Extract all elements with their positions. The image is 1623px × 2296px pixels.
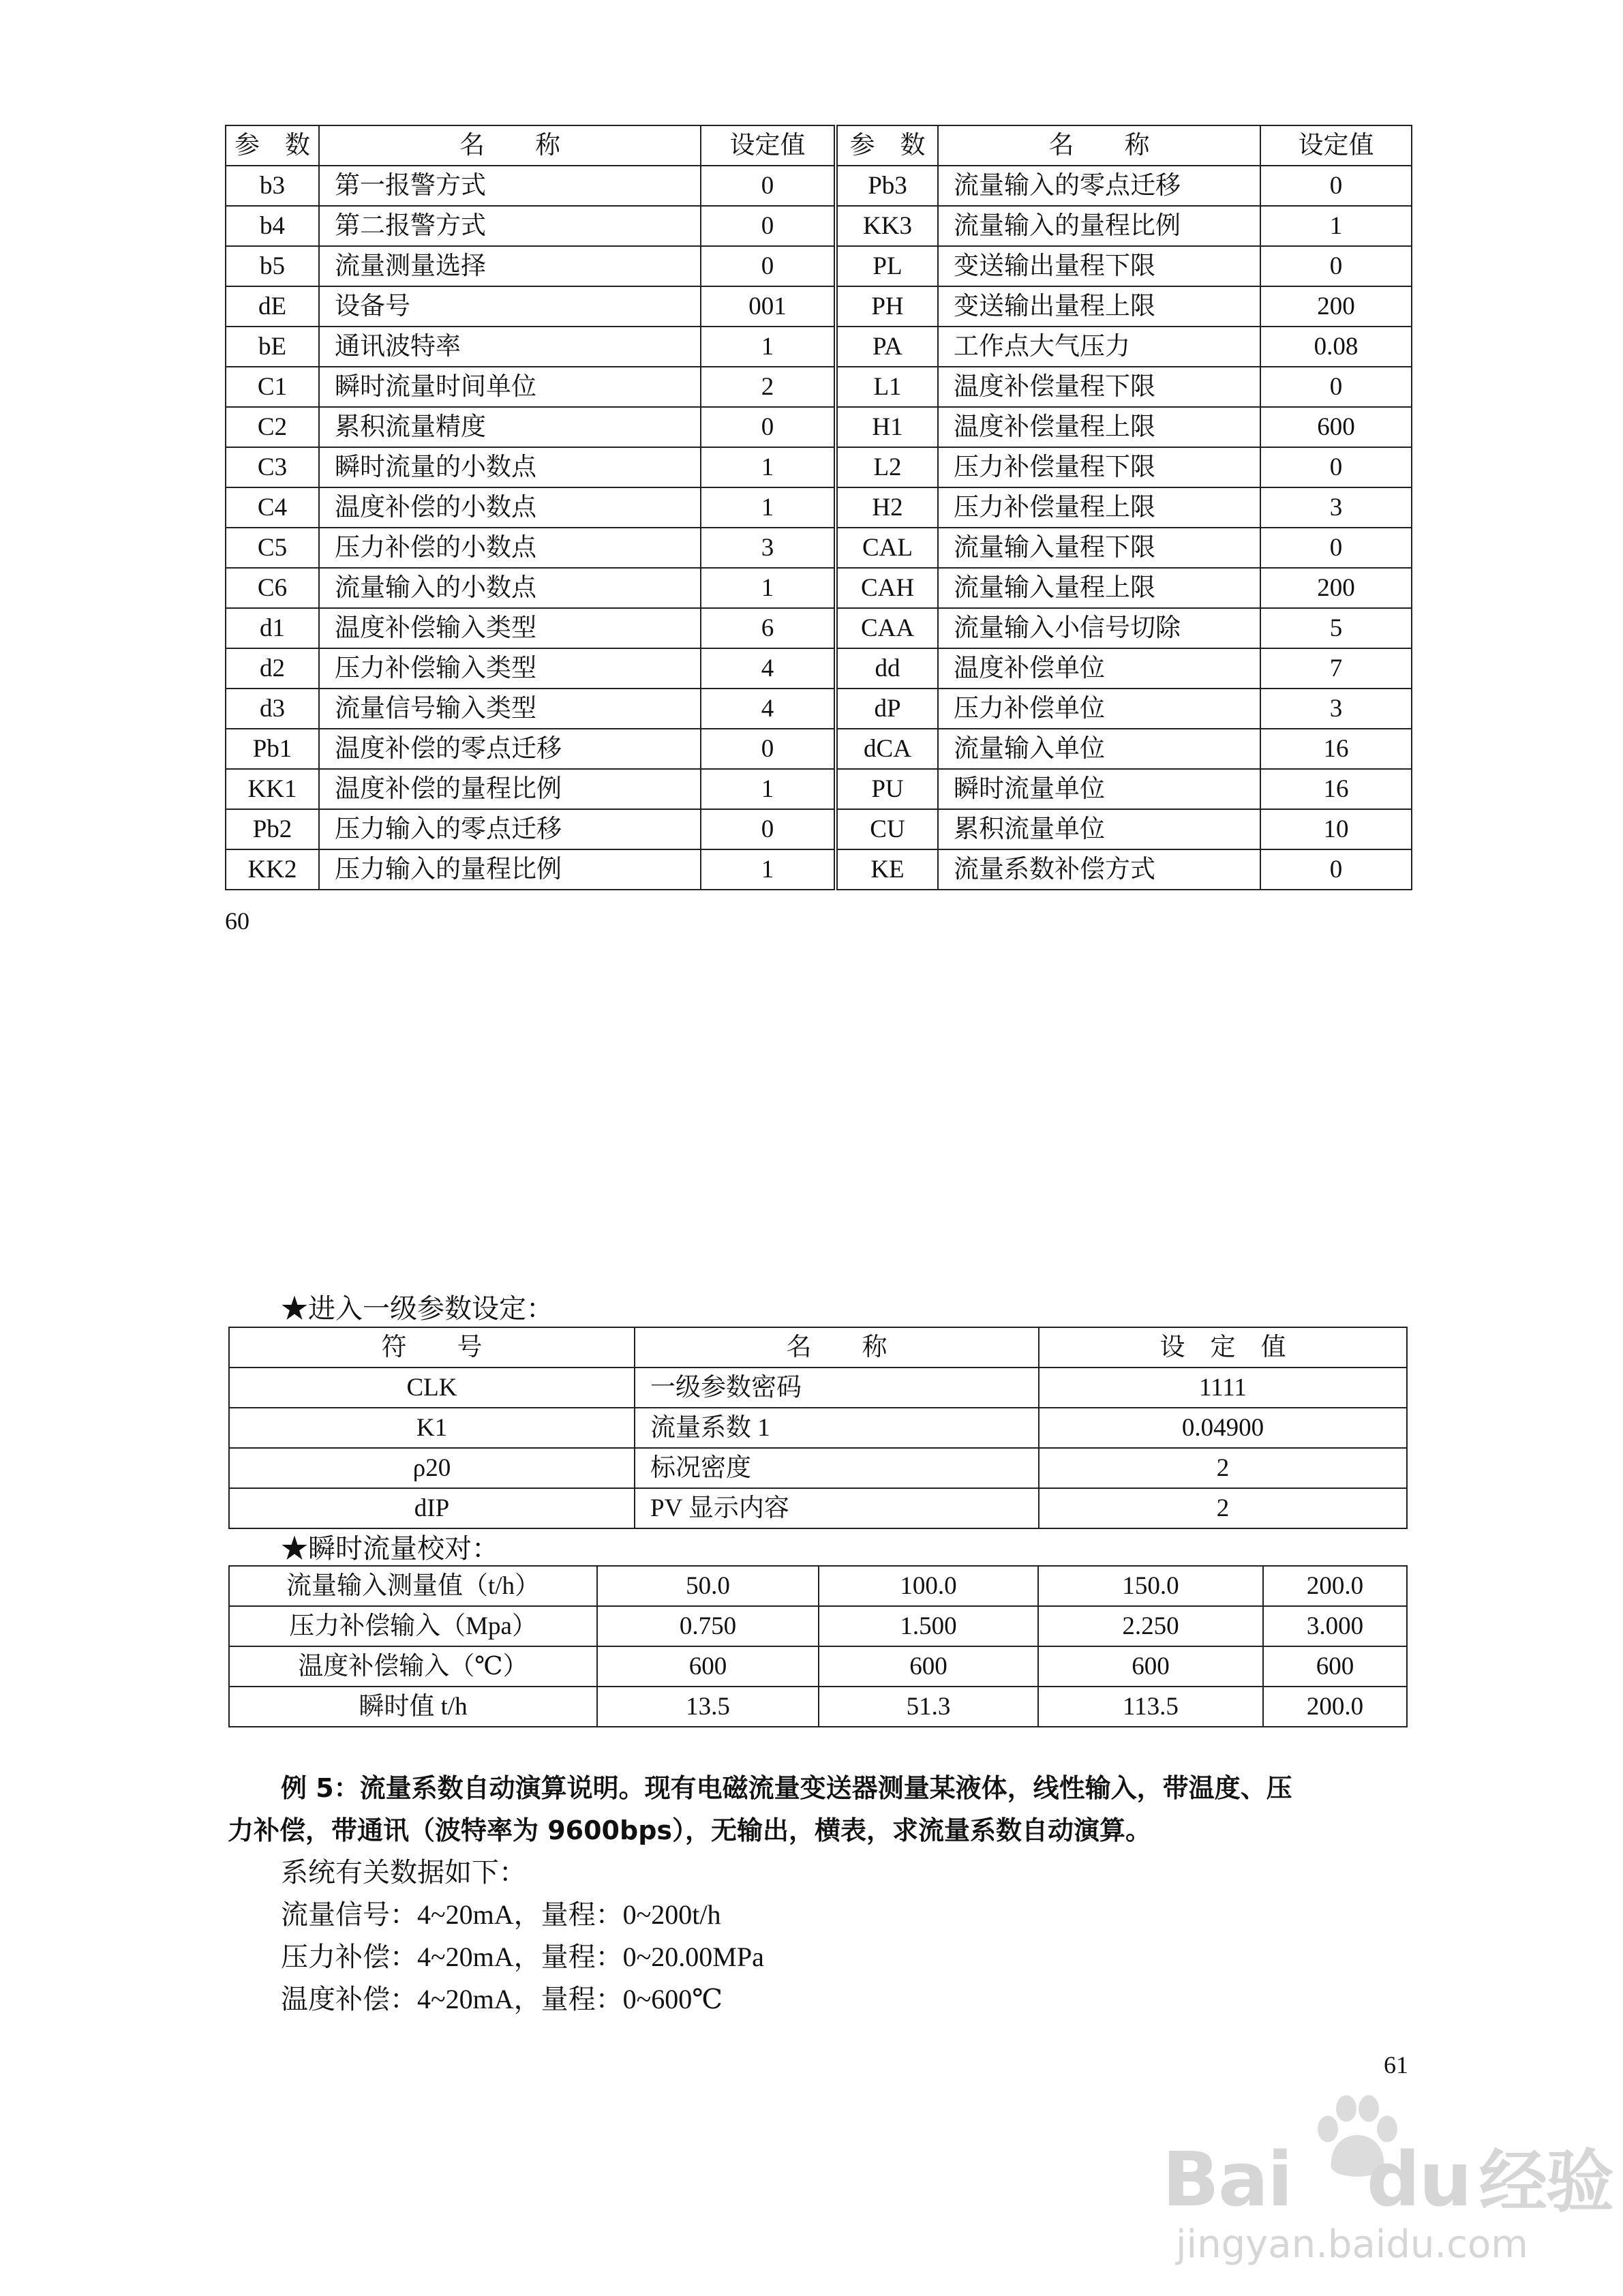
table-cell: bE (226, 327, 319, 367)
table-cell: 温度补偿的量程比例 (319, 769, 701, 809)
example-item: 流量信号：4~20mA，量程：0~200t/h (281, 1899, 721, 1930)
table-cell: CLK (229, 1368, 635, 1408)
table-row (226, 648, 1412, 689)
table-cell: 600 (819, 1646, 1038, 1687)
table-cell: 200.0 (1263, 1566, 1407, 1606)
table-cell: dIP (229, 1488, 635, 1528)
table-row (226, 528, 1412, 568)
table-row (229, 1408, 1407, 1448)
table-cell: 113.5 (1038, 1687, 1263, 1727)
table-cell: 600 (1260, 407, 1412, 447)
table-cell: Pb3 (836, 166, 938, 206)
table-cell: 1 (701, 769, 836, 809)
table-cell: 瞬时流量的小数点 (319, 447, 701, 487)
table-cell: 流量输入小信号切除 (938, 608, 1260, 648)
level1-table (228, 1327, 1408, 1529)
table-cell: C2 (226, 407, 319, 447)
table-cell: 2 (1039, 1448, 1407, 1488)
table-cell: Pb1 (226, 729, 319, 769)
calibration-section-title: ★瞬时流量校对： (281, 1533, 499, 1564)
table-cell: PV 显示内容 (635, 1488, 1039, 1528)
table-row (226, 608, 1412, 648)
table-cell: 1 (701, 568, 836, 608)
table-cell: K1 (229, 1408, 635, 1448)
table-cell: 流量输入的小数点 (319, 568, 701, 608)
table-cell: CAL (836, 528, 938, 568)
table-cell: 001 (701, 286, 836, 327)
table-cell: 流量输入测量值（t/h） (229, 1566, 597, 1606)
table-cell: b4 (226, 206, 319, 246)
table-cell: 瞬时流量时间单位 (319, 367, 701, 407)
page-number-right: 61 (1384, 2051, 1408, 2079)
table-cell: KK3 (836, 206, 938, 246)
table-row (229, 1687, 1407, 1727)
table-cell: 流量输入的零点迁移 (938, 166, 1260, 206)
watermark-url: jingyan.baidu.com (1176, 2222, 1528, 2267)
table-cell: PL (836, 246, 938, 286)
table-cell: 0 (1260, 367, 1412, 407)
table-cell: 0.750 (597, 1606, 819, 1646)
table-cell: PA (836, 327, 938, 367)
table-cell: 0 (1260, 528, 1412, 568)
table-cell: 150.0 (1038, 1566, 1263, 1606)
table-cell: 压力输入的零点迁移 (319, 809, 701, 849)
table-cell: dE (226, 286, 319, 327)
table-cell: 2.250 (1038, 1606, 1263, 1646)
table-row (226, 246, 1412, 286)
table-cell: 标况密度 (635, 1448, 1039, 1488)
table-row (226, 729, 1412, 769)
table-cell: H2 (836, 487, 938, 528)
calibration-table (228, 1565, 1408, 1727)
watermark-brand-suffix: du (1366, 2136, 1471, 2223)
table-cell: 200 (1260, 286, 1412, 327)
baidu-watermark (1162, 2086, 1613, 2277)
table-cell: C6 (226, 568, 319, 608)
table-row (229, 1606, 1407, 1646)
table-cell: 压力补偿量程下限 (938, 447, 1260, 487)
example-line-1 (281, 1767, 1412, 1809)
table-cell: 流量输入量程上限 (938, 568, 1260, 608)
table-cell: 2 (701, 367, 836, 407)
table-cell: KE (836, 849, 938, 890)
table-cell: 压力补偿的小数点 (319, 528, 701, 568)
table-cell: L1 (836, 367, 938, 407)
baud-rate: 9600bps (547, 1815, 673, 1845)
table-cell: 7 (1260, 648, 1412, 689)
table-cell: 16 (1260, 729, 1412, 769)
table-cell: d2 (226, 648, 319, 689)
table-cell: 6 (701, 608, 836, 648)
table-cell: dP (836, 689, 938, 729)
table-cell: 瞬时值 t/h (229, 1687, 597, 1727)
table-cell: C4 (226, 487, 319, 528)
table-row (226, 327, 1412, 367)
table-cell: 累积流量精度 (319, 407, 701, 447)
table-row (226, 849, 1412, 890)
example-item: 温度补偿：4~20mA，量程：0~600℃ (281, 1984, 723, 2014)
table-cell: 0 (1260, 447, 1412, 487)
table-cell: 16 (1260, 769, 1412, 809)
table-cell: 10 (1260, 809, 1412, 849)
table-cell: C1 (226, 367, 319, 407)
table-cell: Pb2 (226, 809, 319, 849)
table-cell: 第二报警方式 (319, 206, 701, 246)
table-row (226, 689, 1412, 729)
watermark-brand-cn: 经验 (1478, 2142, 1613, 2222)
table-cell: 压力补偿单位 (938, 689, 1260, 729)
table-row (229, 1368, 1407, 1408)
table-cell: 100.0 (819, 1566, 1038, 1606)
table-cell: 0 (701, 729, 836, 769)
table-cell: 压力补偿量程上限 (938, 487, 1260, 528)
table-cell: 50.0 (597, 1566, 819, 1606)
table-cell: 温度补偿的小数点 (319, 487, 701, 528)
table-cell: 3 (1260, 689, 1412, 729)
table-row (229, 1488, 1407, 1528)
table-cell: b5 (226, 246, 319, 286)
table-cell: 200.0 (1263, 1687, 1407, 1727)
table-cell: 600 (1263, 1646, 1407, 1687)
table-cell: 压力补偿输入（Mpa） (229, 1606, 597, 1646)
table-cell: 流量系数补偿方式 (938, 849, 1260, 890)
header-cell: 设 定 值 (1039, 1327, 1407, 1368)
table-cell: 一级参数密码 (635, 1368, 1039, 1408)
table-row (229, 1448, 1407, 1488)
table-cell: KK2 (226, 849, 319, 890)
table-row (226, 286, 1412, 327)
table-cell: 1 (701, 327, 836, 367)
table-cell: KK1 (226, 769, 319, 809)
table-cell: 0 (701, 246, 836, 286)
table-cell: 0 (701, 809, 836, 849)
table-cell: 工作点大气压力 (938, 327, 1260, 367)
header-cell: 参 数 (836, 125, 938, 166)
example-line-2 (228, 1809, 1412, 1852)
table-cell: PH (836, 286, 938, 327)
table-row (229, 1566, 1407, 1606)
table-cell: 0 (701, 206, 836, 246)
table-cell: 3 (1260, 487, 1412, 528)
table-cell: 变送输出量程下限 (938, 246, 1260, 286)
table-cell: PU (836, 769, 938, 809)
table-cell: 温度补偿单位 (938, 648, 1260, 689)
table-cell: C5 (226, 528, 319, 568)
table-cell: 温度补偿的零点迁移 (319, 729, 701, 769)
header-cell: 名 称 (635, 1327, 1039, 1368)
example-line-2-post: ），无输出，横表，求流量系数自动演算。 (672, 1815, 1152, 1845)
watermark-brand-prefix: Bai (1162, 2136, 1292, 2223)
page-number-left: 60 (225, 907, 249, 935)
table-cell: 600 (1038, 1646, 1263, 1687)
table-cell: 流量输入单位 (938, 729, 1260, 769)
table-cell: 第一报警方式 (319, 166, 701, 206)
level1-table-header (229, 1327, 1407, 1368)
table-cell: 1 (701, 849, 836, 890)
header-cell: 名 称 (938, 125, 1260, 166)
table-cell: 流量信号输入类型 (319, 689, 701, 729)
table-cell: 0 (1260, 849, 1412, 890)
header-cell: 参 数 (226, 125, 319, 166)
example-line-2-pre: 力补偿，带通讯（波特率为 (228, 1815, 548, 1845)
level1-section-title: ★进入一级参数设定： (281, 1293, 553, 1324)
table-cell: 压力补偿输入类型 (319, 648, 701, 689)
header-cell: 符 号 (229, 1327, 635, 1368)
table-row (226, 447, 1412, 487)
table-row (226, 166, 1412, 206)
table-cell: CU (836, 809, 938, 849)
table-cell: 温度补偿量程上限 (938, 407, 1260, 447)
table-cell: 4 (701, 648, 836, 689)
table-cell: 瞬时流量单位 (938, 769, 1260, 809)
parameter-table (225, 125, 1412, 890)
table-row (226, 367, 1412, 407)
table-cell: 0 (1260, 166, 1412, 206)
table-cell: 温度补偿量程下限 (938, 367, 1260, 407)
table-cell: d3 (226, 689, 319, 729)
table-cell: 压力输入的量程比例 (319, 849, 701, 890)
table-cell: 0 (1260, 246, 1412, 286)
table-cell: 累积流量单位 (938, 809, 1260, 849)
table-cell: 流量输入的量程比例 (938, 206, 1260, 246)
table-cell: 2 (1039, 1488, 1407, 1528)
example-line-1-text: 例 5：流量系数自动演算说明。现有电磁流量变送器测量某液体，线性输入，带温度、压 (281, 1773, 1292, 1803)
table-cell: 流量系数 1 (635, 1408, 1039, 1448)
table-cell: 设备号 (319, 286, 701, 327)
table-row (226, 568, 1412, 608)
table-row (226, 809, 1412, 849)
table-cell: 600 (597, 1646, 819, 1687)
table-cell: CAH (836, 568, 938, 608)
header-cell: 设定值 (1260, 125, 1412, 166)
table-row (226, 487, 1412, 528)
table-cell: 通讯波特率 (319, 327, 701, 367)
table-cell: 1.500 (819, 1606, 1038, 1646)
table-cell: 5 (1260, 608, 1412, 648)
table-cell: 0 (701, 166, 836, 206)
table-row (226, 206, 1412, 246)
table-cell: 51.3 (819, 1687, 1038, 1727)
table-cell: 13.5 (597, 1687, 819, 1727)
table-cell: 变送输出量程上限 (938, 286, 1260, 327)
example-intro: 系统有关数据如下： (281, 1857, 526, 1888)
table-cell: 流量输入量程下限 (938, 528, 1260, 568)
table-cell: 0.04900 (1039, 1408, 1407, 1448)
table-cell: L2 (836, 447, 938, 487)
table-cell: b3 (226, 166, 319, 206)
table-row (226, 769, 1412, 809)
table-cell: 1 (701, 487, 836, 528)
table-row (226, 407, 1412, 447)
table-cell: 3.000 (1263, 1606, 1407, 1646)
table-cell: 1111 (1039, 1368, 1407, 1408)
header-cell: 设定值 (701, 125, 836, 166)
table-cell: 200 (1260, 568, 1412, 608)
table-row (229, 1646, 1407, 1687)
table-cell: 0.08 (1260, 327, 1412, 367)
table-cell: 3 (701, 528, 836, 568)
table-cell: 1 (1260, 206, 1412, 246)
example-item: 压力补偿：4~20mA，量程：0~20.00MPa (281, 1942, 764, 1972)
table-cell: H1 (836, 407, 938, 447)
table-cell: 温度补偿输入类型 (319, 608, 701, 648)
table-cell: 温度补偿输入（℃） (229, 1646, 597, 1687)
table-cell: 流量测量选择 (319, 246, 701, 286)
example-paragraph (228, 1767, 1412, 2021)
header-cell: 名 称 (319, 125, 701, 166)
table-cell: 0 (701, 407, 836, 447)
table-cell: CAA (836, 608, 938, 648)
table-cell: dCA (836, 729, 938, 769)
table-cell: 4 (701, 689, 836, 729)
table-cell: dd (836, 648, 938, 689)
parameter-table-header (226, 125, 1412, 166)
table-cell: d1 (226, 608, 319, 648)
table-cell: ρ20 (229, 1448, 635, 1488)
table-cell: C3 (226, 447, 319, 487)
table-cell: 1 (701, 447, 836, 487)
